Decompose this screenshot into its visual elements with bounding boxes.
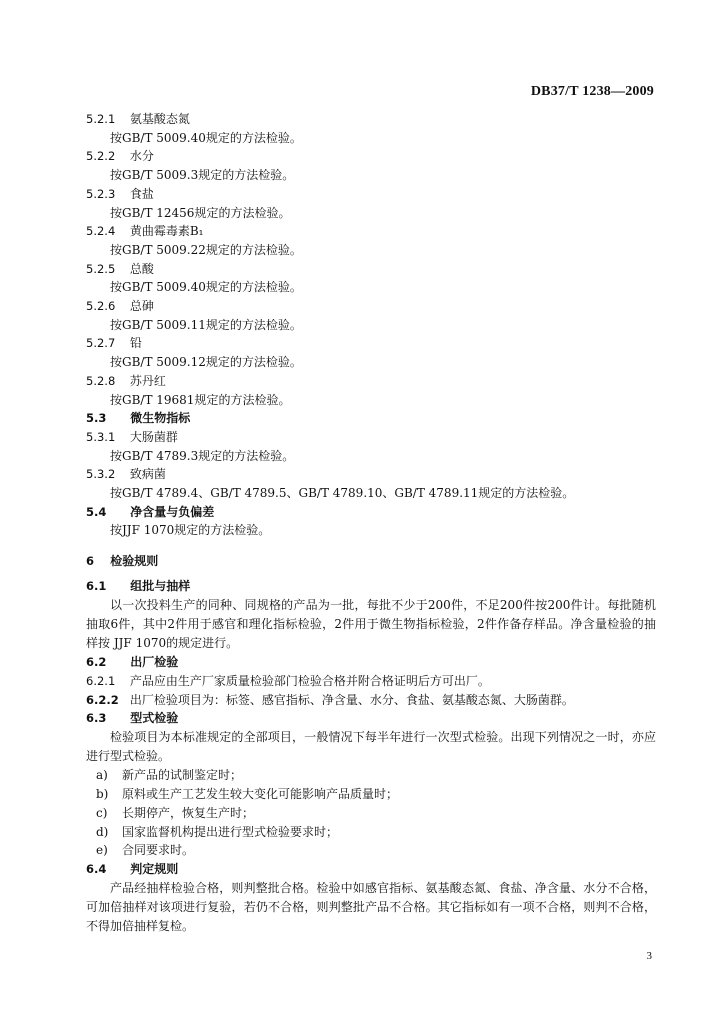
section-5-2-2-heading: 5.2.2 水分 — [86, 149, 154, 164]
section-5-2-1-heading: 5.2.1 氨基酸态氮 — [86, 112, 190, 126]
section-5-2-6-heading: 5.2.6 总砷 — [86, 299, 154, 314]
list-item: c) 长期停产，恢复生产时； — [96, 805, 255, 820]
section-5-2-6-method: 按GB/T 5009.11规定的方法检验。 — [110, 317, 302, 332]
section-5-2-4-heading: 5.2.4 黄曲霉毒素B₁ — [86, 224, 204, 239]
section-6-4-text: 产品经抽样检验合格，则判整批合格。检验中如感官指标、氨基酸态氮、食盐、净含量、水分不合格，可加倍抽样对该项进行复验，若仍不合格，则判整批产品不合格。其它指标如有一项不合格，则判不合格，不得加倍抽样复检。 — [86, 880, 656, 934]
section-5-2-7-method: 按GB/T 5009.12规定的方法检验。 — [110, 355, 302, 370]
list-item: d) 国家监督机构提出进行型式检验要求时； — [96, 824, 339, 839]
section-6-4-heading: 6.4 判定规则 — [86, 861, 179, 876]
section-5-2-1-method: 按GB/T 5009.40规定的方法检验。 — [110, 130, 302, 145]
section-5-3-2-method: 按GB/T 4789.4、GB/T 4789.5、GB/T 4789.10、GB/T 4789.11规定的方法检验。 — [110, 486, 575, 501]
standard-code: DB37/T 1238—2009 — [530, 84, 654, 99]
section-6-2-2-text: 6.2.2 出厂检验项目为：标签、感官指标、净含量、水分、食盐、氨基酸态氮、大肠菌群。 — [86, 692, 574, 707]
section-5-2-3-heading: 5.2.3 食盐 — [86, 186, 154, 201]
section-5-2-2-method: 按GB/T 5009.3规定的方法检验。 — [110, 168, 295, 183]
section-5-4-heading: 5.4 净含量与负偏差 — [86, 504, 215, 519]
section-5-2-3-method: 按GB/T 12456规定的方法检验。 — [110, 205, 291, 220]
section-6-3-heading: 6.3 型式检验 — [86, 711, 179, 726]
section-5-3-2-heading: 5.3.2 致病菌 — [86, 467, 166, 482]
section-5-2-5-heading: 5.2.5 总酸 — [86, 261, 154, 276]
section-6-heading: 6 检验规则 — [86, 554, 159, 569]
list-item: e) 合同要求时。 — [96, 843, 195, 858]
document-body — [86, 110, 656, 936]
section-5-2-7-heading: 5.2.7 铅 — [86, 336, 142, 351]
section-5-3-1-method: 按GB/T 4789.3规定的方法检验。 — [110, 448, 295, 463]
list-item: b) 原料或生产工艺发生较大变化可能影响产品质量时； — [96, 787, 399, 802]
section-5-2-8-heading: 5.2.8 苏丹红 — [86, 373, 166, 388]
section-6-2-heading: 6.2 出厂检验 — [86, 655, 179, 670]
section-5-2-4-method: 按GB/T 5009.22规定的方法检验。 — [110, 242, 302, 257]
section-5-2-8-method: 按GB/T 19681规定的方法检验。 — [110, 392, 291, 407]
list-item: a) 新产品的试制鉴定时； — [96, 768, 243, 783]
section-6-1-text: 以一次投料生产的同种、同规格的产品为一批，每批不少于200件，不足200件按200件计。每批随机抽取6件，其中2件用于感官和理化指标检验，2件用于微生物指标检验，2件作备存样品。净含量检验的抽样按 JJF 1070的规定进行。 — [86, 597, 656, 650]
section-5-4-method: 按JJF 1070规定的方法检验。 — [110, 523, 271, 538]
section-6-1-heading: 6.1 组批与抽样 — [86, 578, 191, 593]
section-5-3-1-heading: 5.3.1 大肠菌群 — [86, 429, 178, 444]
section-5-3-heading: 5.3 微生物指标 — [86, 411, 191, 426]
section-6-3-text: 检验项目为本标准规定的全部项目，一般情况下每半年进行一次型式检验。出现下列情况之一时，亦应进行型式检验。 — [86, 730, 656, 764]
section-6-2-1-text: 6.2.1 产品应由生产厂家质量检验部门检验合格并附合格证明后方可出厂。 — [86, 673, 490, 688]
section-5-2-5-method: 按GB/T 5009.40规定的方法检验。 — [110, 280, 302, 295]
page-number: 3 — [646, 950, 652, 962]
